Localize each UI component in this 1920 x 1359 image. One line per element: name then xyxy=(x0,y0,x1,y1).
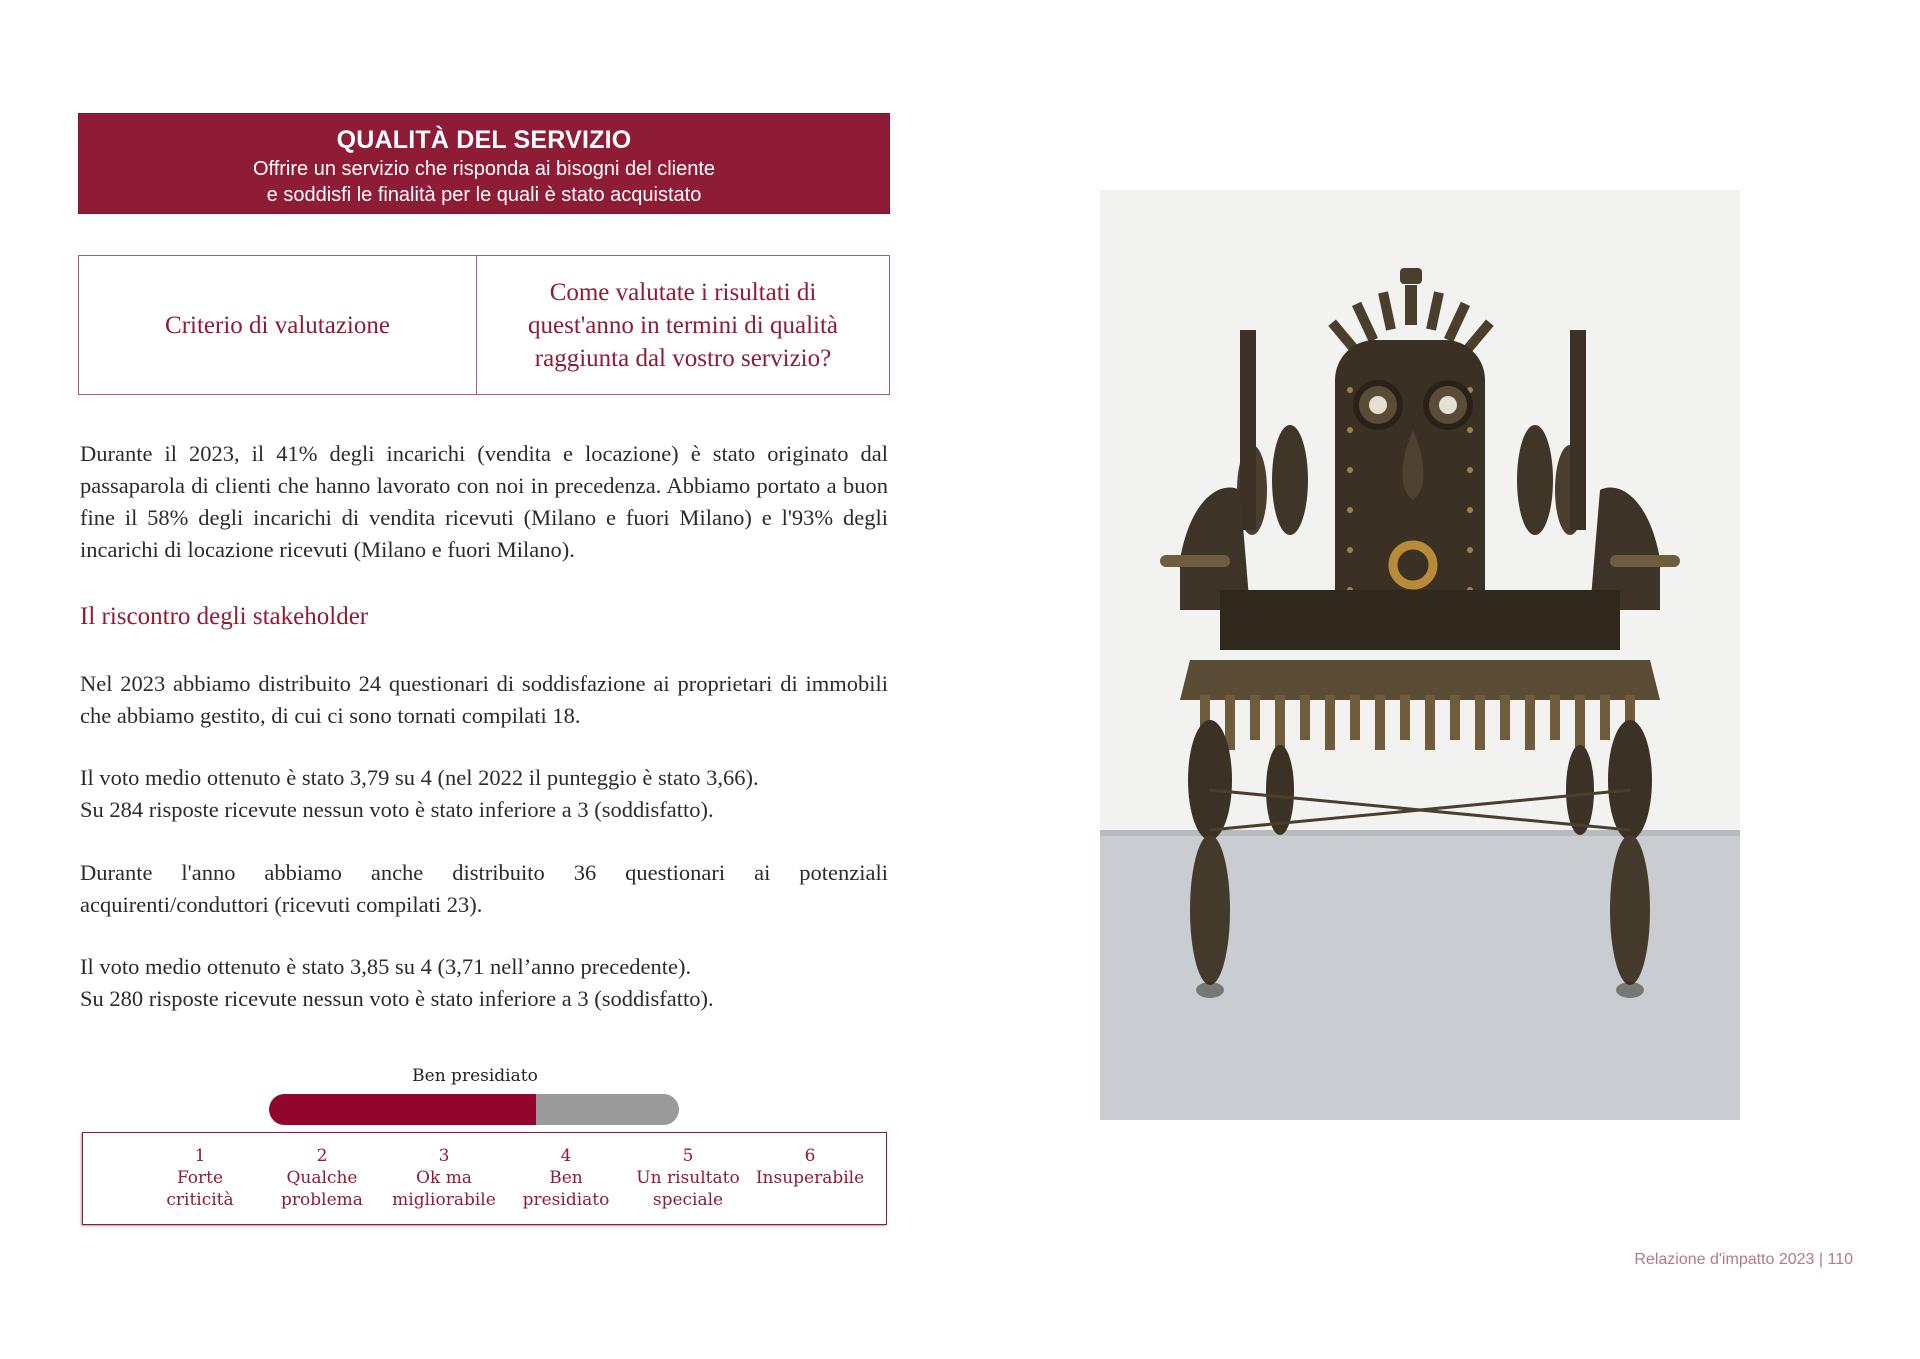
scale-item xyxy=(261,1145,383,1211)
owners-survey-paragraph: Nel 2023 abbiamo distribuito 24 questionari di soddisfazione ai proprietari di immobili che abbiamo gestito, di cui ci sono tornati compilati 18. xyxy=(80,671,888,728)
scale-label-line1: Ben xyxy=(549,1168,583,1188)
scale-number: 6 xyxy=(804,1146,816,1166)
buyers-score-line1: Il voto medio ottenuto è stato 3,85 su 4 (3,71 nell’anno precedente). xyxy=(80,954,692,979)
scale-item xyxy=(139,1145,261,1211)
scale-item xyxy=(383,1145,505,1211)
criteria-question-line2: quest'anno in termini di qualità xyxy=(528,311,838,339)
banner-subtitle-line2: e soddisfi le finalità per le quali è stato acquistato xyxy=(266,184,702,206)
scale-item xyxy=(749,1145,871,1189)
throne-illustration xyxy=(1100,190,1740,1120)
banner-subtitle-line1: Offrire un servizio che risponda ai bisogni del cliente xyxy=(252,158,716,180)
scale-label-line1: Ok ma xyxy=(416,1168,472,1188)
throne-sculpture-photo xyxy=(1100,190,1740,1120)
scale-label-line2: presidiato xyxy=(522,1190,610,1210)
scale-label-line2: problema xyxy=(281,1190,363,1210)
criteria-question-line3: raggiunta dal vostro servizio? xyxy=(534,344,832,372)
rating-scale xyxy=(82,1132,887,1225)
scale-label-line2: migliorabile xyxy=(392,1190,496,1210)
scale-label-line1: Insuperabile xyxy=(755,1168,865,1188)
section-banner xyxy=(78,113,890,214)
rating-gauge xyxy=(269,1094,679,1125)
owners-score-line2: Su 284 risposte ricevute nessun voto è stato inferiore a 3 (soddisfatto). xyxy=(80,797,714,822)
banner-title: QUALITÀ DEL SERVIZIO xyxy=(336,126,632,154)
scale-label-line2: criticità xyxy=(166,1190,234,1210)
buyers-score-paragraph xyxy=(80,951,888,1015)
scale-number: 1 xyxy=(194,1146,206,1166)
scale-label-line2: speciale xyxy=(652,1190,724,1210)
gauge-label: Ben presidiato xyxy=(412,1066,538,1086)
section-title: Il riscontro degli stakeholder xyxy=(80,603,369,630)
criteria-table xyxy=(78,255,890,395)
owners-score-line1: Il voto medio ottenuto è stato 3,79 su 4 (nel 2022 il punteggio è stato 3,66). xyxy=(80,765,759,790)
scale-number: 4 xyxy=(560,1146,572,1166)
owners-score-paragraph xyxy=(80,762,888,826)
scale-number: 5 xyxy=(682,1146,694,1166)
intro-paragraph: Durante il 2023, il 41% degli incarichi (vendita e locazione) è stato originato dal passaparola di clienti che hanno lavorato con noi in precedenza. Abbiamo portato a buon fine il 58% degli incarichi di vendita ricevuti (Milano e fuori Milano) e l'93% degli incarichi di locazione ricevuti (Milano e fuori Milano). xyxy=(80,441,888,562)
scale-label-line1: Forte xyxy=(176,1168,224,1188)
scale-number: 2 xyxy=(316,1146,328,1166)
page-footer: Relazione d'impatto 2023 | 110 xyxy=(1634,1251,1853,1268)
scale-label-line1: Un risultato xyxy=(636,1168,740,1188)
criteria-question-cell xyxy=(477,256,889,394)
scale-item xyxy=(505,1145,627,1211)
criteria-label: Criterio di valutazione xyxy=(165,311,390,339)
scale-item xyxy=(627,1145,749,1211)
buyers-score-line2: Su 280 risposte ricevute nessun voto è stato inferiore a 3 (soddisfatto). xyxy=(80,986,714,1011)
scale-label-line1: Qualche xyxy=(286,1168,358,1188)
buyers-survey-paragraph: Durante l'anno abbiamo anche distribuito 36 questionari ai potenziali acquirenti/conduttori (ricevuti compilati 23). xyxy=(80,860,888,917)
gauge-fill xyxy=(269,1094,536,1125)
criteria-question-line1: Come valutate i risultati di xyxy=(549,278,817,306)
criteria-label-cell xyxy=(79,256,477,394)
scale-number: 3 xyxy=(438,1146,450,1166)
